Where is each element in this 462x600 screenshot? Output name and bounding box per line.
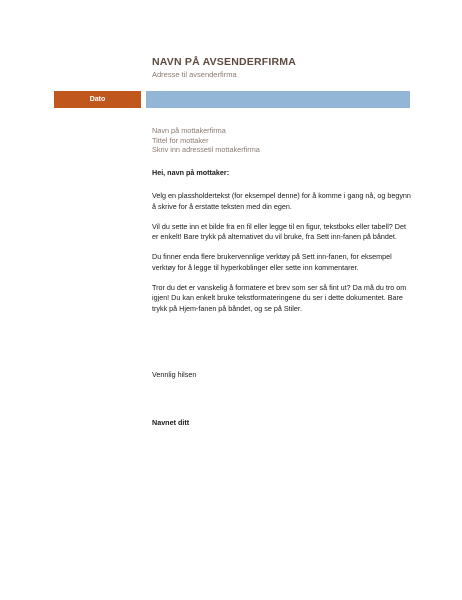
signature-name[interactable]: Navnet ditt [152, 418, 190, 427]
sender-company-address: Adresse til avsenderfirma [152, 70, 237, 79]
letter-body [152, 168, 412, 324]
recipient-address[interactable]: Skriv inn adressetil mottakerfirma [152, 145, 260, 155]
salutation[interactable]: Hei, navn på mottaker: [152, 168, 230, 177]
recipient-title[interactable]: Tittel for mottaker [152, 135, 209, 145]
paragraph-4[interactable]: Tror du det er vanskelig å formatere et brev som ser så fint ut? Da må du tro om igjen! Du kan enkelt bruke tekstformateringene du ser i dette dokumentet. Bare trykk på Hjem-fanen på båndet, og se på Stiler. [152, 283, 407, 313]
paragraph-1[interactable]: Velg en plassholdertekst (for eksempel denne) for å komme i gang nå, og begynn å skrive for å erstatte teksten med din egen. [152, 191, 411, 211]
recipient-block [152, 126, 260, 155]
recipient-company-name[interactable]: Navn på mottakerfirma [152, 126, 226, 135]
date-field[interactable]: Dato [54, 91, 141, 108]
paragraph-3[interactable]: Du finner enda flere brukervennlige verktøy på Sett inn-fanen, for eksempel verktøy for å legge til hyperkoblinger eller sette inn kommentarer. [152, 252, 392, 272]
accent-bar [146, 91, 410, 108]
sender-company-name: NAVN PÅ AVSENDERFIRMA [152, 56, 297, 68]
paragraph-2[interactable]: Vil du sette inn et bilde fra en fil eller legge til en figur, tekstboks eller tabell? Det er enkelt! Bare trykk på alternativet du vil bruke, fra Sett inn-fanen på båndet. [152, 221, 406, 242]
date-band [54, 91, 410, 108]
closing[interactable]: Vennlig hilsen [152, 370, 197, 379]
